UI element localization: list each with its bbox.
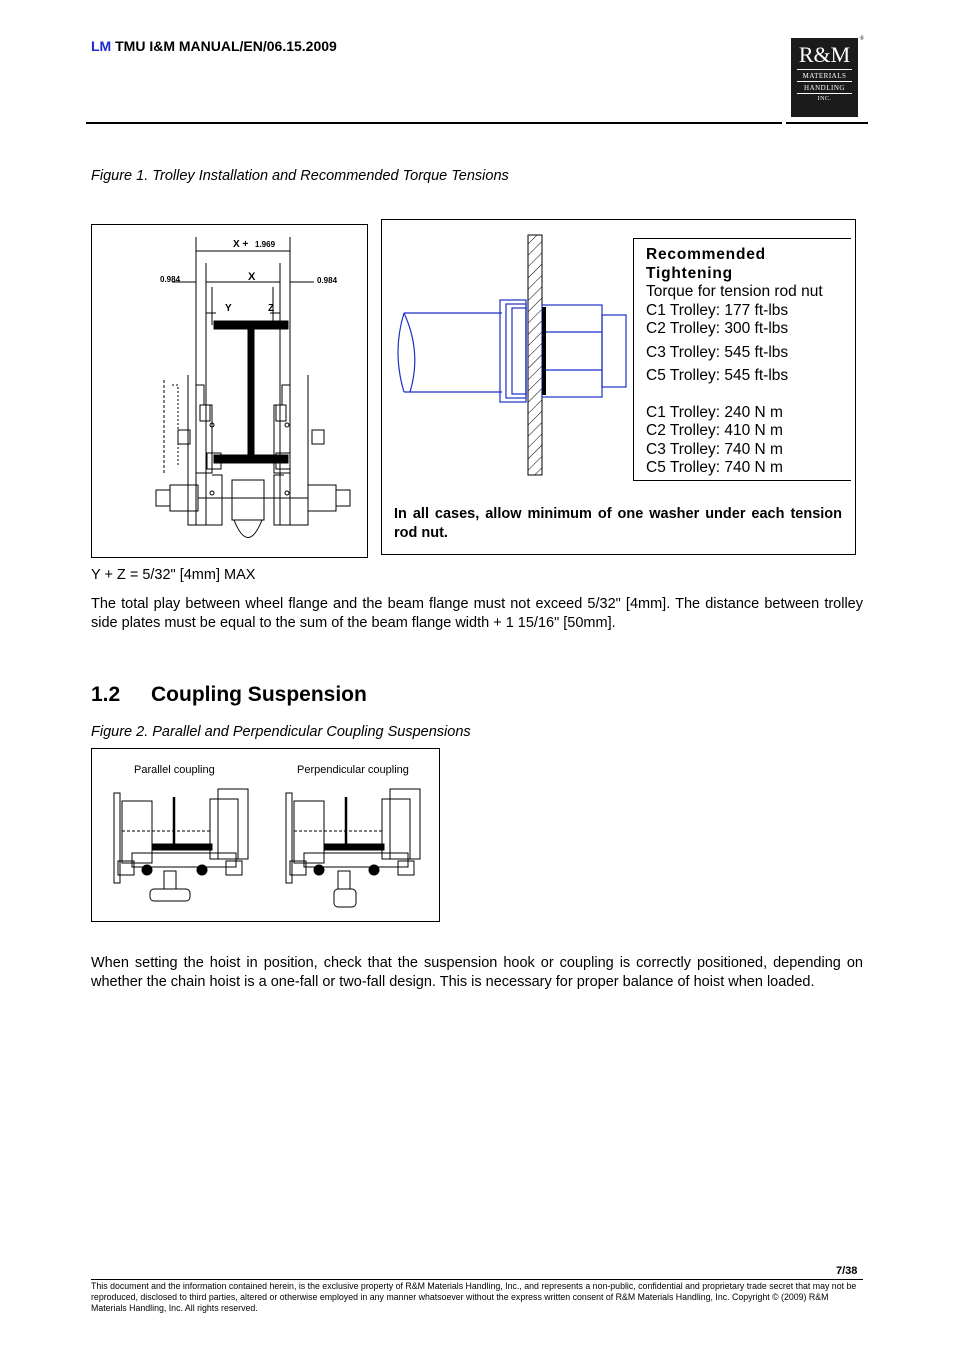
section-title: Coupling Suspension: [151, 683, 367, 706]
torque-subheading: Torque for tension rod nut: [646, 283, 823, 300]
torque-metric-c5: C5 Trolley: 740 N m: [646, 459, 783, 476]
logo-line-inc: INC.: [797, 93, 852, 102]
torque-heading-line1: Recommended: [646, 246, 766, 263]
confidentiality-footer: This document and the information contained herein, is the exclusive property of R&M Materials Handling, Inc., and represents a non-public, confidential and proprietary trade secret that may not be reproduced, disclosed to third parties, altered or otherwise employed in any manner whatsoever without the express written consent of R&M Materials Handling, Inc. Copyright © (2009) R&M Materials Handling, Inc. All rights reserved.: [91, 1281, 857, 1313]
logo-main: R&M: [798, 42, 851, 67]
recommended-tightening-box: [633, 238, 851, 481]
registered-mark: ®: [859, 36, 864, 42]
torque-imperial-c5: C5 Trolley: 545 ft-lbs: [646, 367, 789, 384]
document-header-title: [91, 38, 337, 54]
perpendicular-coupling-label: Perpendicular coupling: [297, 764, 409, 776]
dim-z: Z: [268, 303, 275, 314]
dim-y: Y: [225, 303, 232, 314]
footer-divider: [91, 1279, 863, 1280]
parallel-coupling-label: Parallel coupling: [134, 764, 215, 776]
dim-right-offset: 0.984: [317, 276, 338, 285]
torque-metric-c1: C1 Trolley: 240 N m: [646, 403, 783, 421]
header-divider: [86, 122, 782, 124]
torque-imperial-c1: C1 Trolley: 177 ft-lbs: [646, 301, 789, 319]
company-logo: [791, 36, 864, 117]
figure2-caption: Figure 2. Parallel and Perpendicular Coupling Suspensions: [91, 724, 471, 740]
header-lm-prefix: LM: [91, 38, 112, 54]
page-number: 7/38: [836, 1265, 858, 1277]
perpendicular-coupling-drawing: [286, 789, 420, 907]
section-heading: [91, 683, 367, 707]
torque-metric-c2: C2 Trolley: 410 N m: [646, 422, 783, 439]
section-number: 1.2: [91, 683, 121, 706]
torque-metric-c3: C3 Trolley: 740 N m: [646, 440, 783, 458]
torque-imperial-c2: C2 Trolley: 300 ft-lbs: [646, 320, 789, 337]
logo-line-materials: MATERIALS: [797, 69, 852, 80]
torque-heading-line2: Tightening: [646, 264, 733, 282]
yz-tolerance-note: Y + Z = 5/32" [4mm] MAX: [91, 567, 256, 583]
torque-imperial-c3: C3 Trolley: 545 ft-lbs: [646, 343, 789, 361]
dim-left-offset: 0.984: [160, 275, 181, 284]
flange-play-paragraph: The total play between wheel flange and the beam flange must not exceed 5/32" [4mm]. The distance between trolley side plates must be equal to the sum of the beam flange width + 1 15/16" [50mm].: [91, 596, 863, 631]
dim-x-plus: X +: [233, 239, 249, 250]
header-divider-right: [786, 122, 868, 124]
figure1-caption: Figure 1. Trolley Installation and Recommended Torque Tensions: [91, 168, 509, 184]
logo-line-handling: HANDLING: [797, 81, 852, 92]
dim-x: X: [248, 271, 256, 283]
header-title-text: TMU I&M MANUAL/EN/06.15.2009: [111, 38, 337, 54]
trolley-dimension-drawing: [91, 224, 368, 558]
dim-x-plus-value: 1.969: [255, 240, 276, 249]
washer-note: In all cases, allow minimum of one washer under each tension rod nut.: [394, 506, 842, 541]
trolley-drawing-svg: [92, 225, 367, 557]
hoist-positioning-paragraph: When setting the hoist in position, check that the suspension hook or coupling is correctly positioned, depending on whether the chain hoist is a one-fall or two-fall design. This is necessary for proper balance of hoist when loaded.: [91, 955, 863, 990]
parallel-coupling-drawing: [114, 789, 248, 901]
